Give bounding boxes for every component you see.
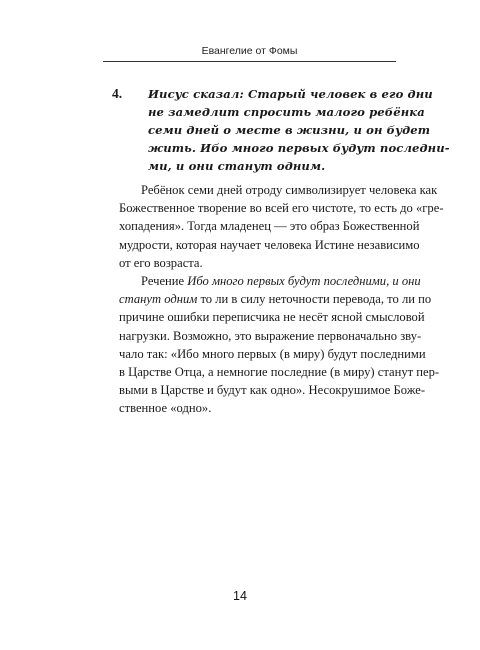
text-line: выми в Царстве и будут как одно». Несокрушимое Боже- <box>119 383 426 398</box>
text-line: причине ошибки переписчика не несёт ясной смысловой <box>119 310 425 325</box>
text-line: от его возраста. <box>119 255 203 270</box>
saying-line: Иисус сказал: Старый человек в его дни <box>148 87 433 101</box>
text-line: нагрузки. Возможно, это выражение первоначально зву- <box>119 328 422 343</box>
saying-text <box>148 85 450 175</box>
text-line: ственное «одно». <box>119 401 212 416</box>
text-line: в Царстве Отца, а немногие последние (в миру) станут пер- <box>119 365 440 380</box>
commentary-paragraph-2 <box>119 272 440 418</box>
text-line <box>119 272 421 290</box>
text-run: Речение <box>141 274 188 289</box>
text-line: Ребёнок семи дней отроду символизирует человека как <box>141 183 438 197</box>
saying-line: не замедлит спросить малого ребёнка <box>148 105 425 119</box>
running-header: Евангелие от Фомы <box>201 45 298 57</box>
text-run: то ли в силу неточности перевода, то ли по <box>197 292 432 307</box>
commentary <box>119 181 444 418</box>
commentary-paragraph-1 <box>119 181 444 272</box>
saying-line: жить. Ибо много первых будут последни- <box>148 141 450 155</box>
header-rule <box>103 61 396 62</box>
text-line: чало так: «Ибо много первых (в миру) будут последними <box>119 346 426 361</box>
quoted-saying: Ибо много первых будут последними, и они <box>187 274 421 289</box>
saying-number: 4. <box>112 86 123 101</box>
saying-line: ми, и они станут одним. <box>148 159 326 173</box>
saying-line: семи дней о месте в жизни, и он будет <box>148 123 431 137</box>
text-line <box>119 290 432 308</box>
text-line: хопадения». Тогда младенец — это образ Божественной <box>119 219 420 234</box>
quoted-saying: станут одним <box>119 292 198 307</box>
text-line: мудрости, которая научает человека Истине независимо <box>119 237 420 252</box>
text-line: Божественное творение во всей его чистоте, то есть до «гре- <box>119 201 444 216</box>
page-number: 14 <box>233 589 247 603</box>
